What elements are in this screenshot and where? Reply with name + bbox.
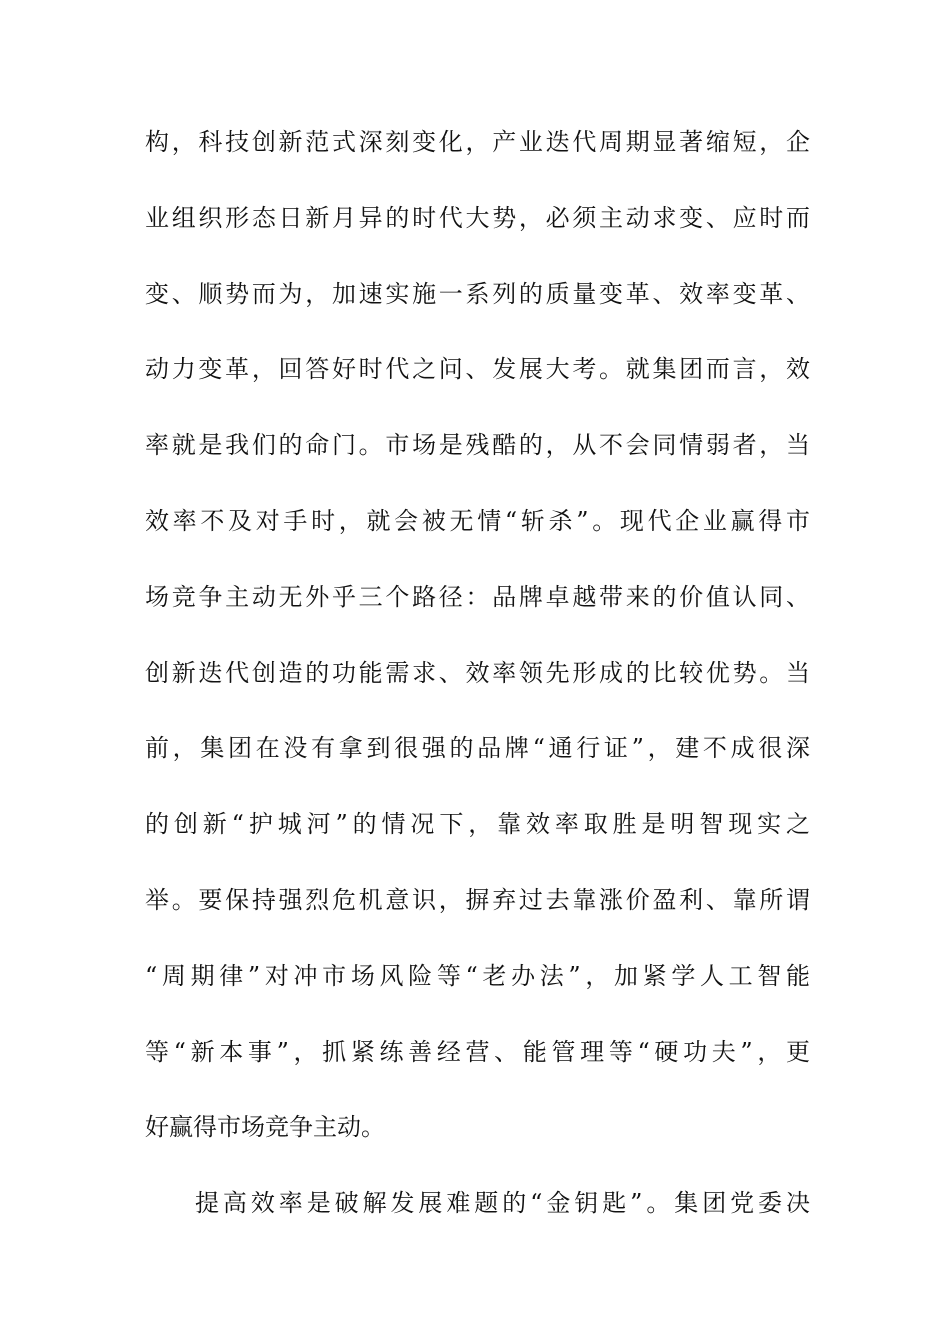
text-line: 业组织形态日新月异的时代大势，必须主动求变、应时而 bbox=[145, 203, 810, 232]
text-line: 率就是我们的命门。市场是残酷的，从不会同情弱者，当 bbox=[145, 431, 810, 460]
paragraph-start-line: 提高效率是破解发展难题的“金钥匙”。集团党委决 bbox=[195, 1189, 810, 1218]
text-line: 变、顺势而为，加速实施一系列的质量变革、效率变革、 bbox=[145, 279, 810, 308]
text-line: 构，科技创新范式深刻变化，产业迭代周期显著缩短，企 bbox=[145, 128, 810, 156]
paragraph-end-line: 好赢得市场竞争主动。 bbox=[145, 1113, 385, 1142]
text-line: 效率不及对手时，就会被无情“斩杀”。现代企业赢得市 bbox=[145, 506, 810, 535]
text-line: 等“新本事”，抓紧练善经营、能管理等“硬功夫”，更 bbox=[145, 1037, 810, 1066]
text-line: 场竞争主动无外乎三个路径：品牌卓越带来的价值认同、 bbox=[145, 582, 810, 611]
text-line: 创新迭代创造的功能需求、效率领先形成的比较优势。当 bbox=[145, 658, 810, 687]
text-line: 举。要保持强烈危机意识，摒弃过去靠涨价盈利、靠所谓 bbox=[145, 885, 810, 914]
text-line: 的创新“护城河”的情况下，靠效率取胜是明智现实之 bbox=[145, 810, 810, 839]
text-line: 前，集团在没有拿到很强的品牌“通行证”，建不成很深 bbox=[145, 734, 810, 763]
text-line: “周期律”对冲市场风险等“老办法”，加紧学人工智能 bbox=[145, 961, 810, 990]
body-text bbox=[145, 116, 810, 1253]
text-line: 动力变革，回答好时代之问、发展大考。就集团而言，效 bbox=[145, 355, 810, 384]
